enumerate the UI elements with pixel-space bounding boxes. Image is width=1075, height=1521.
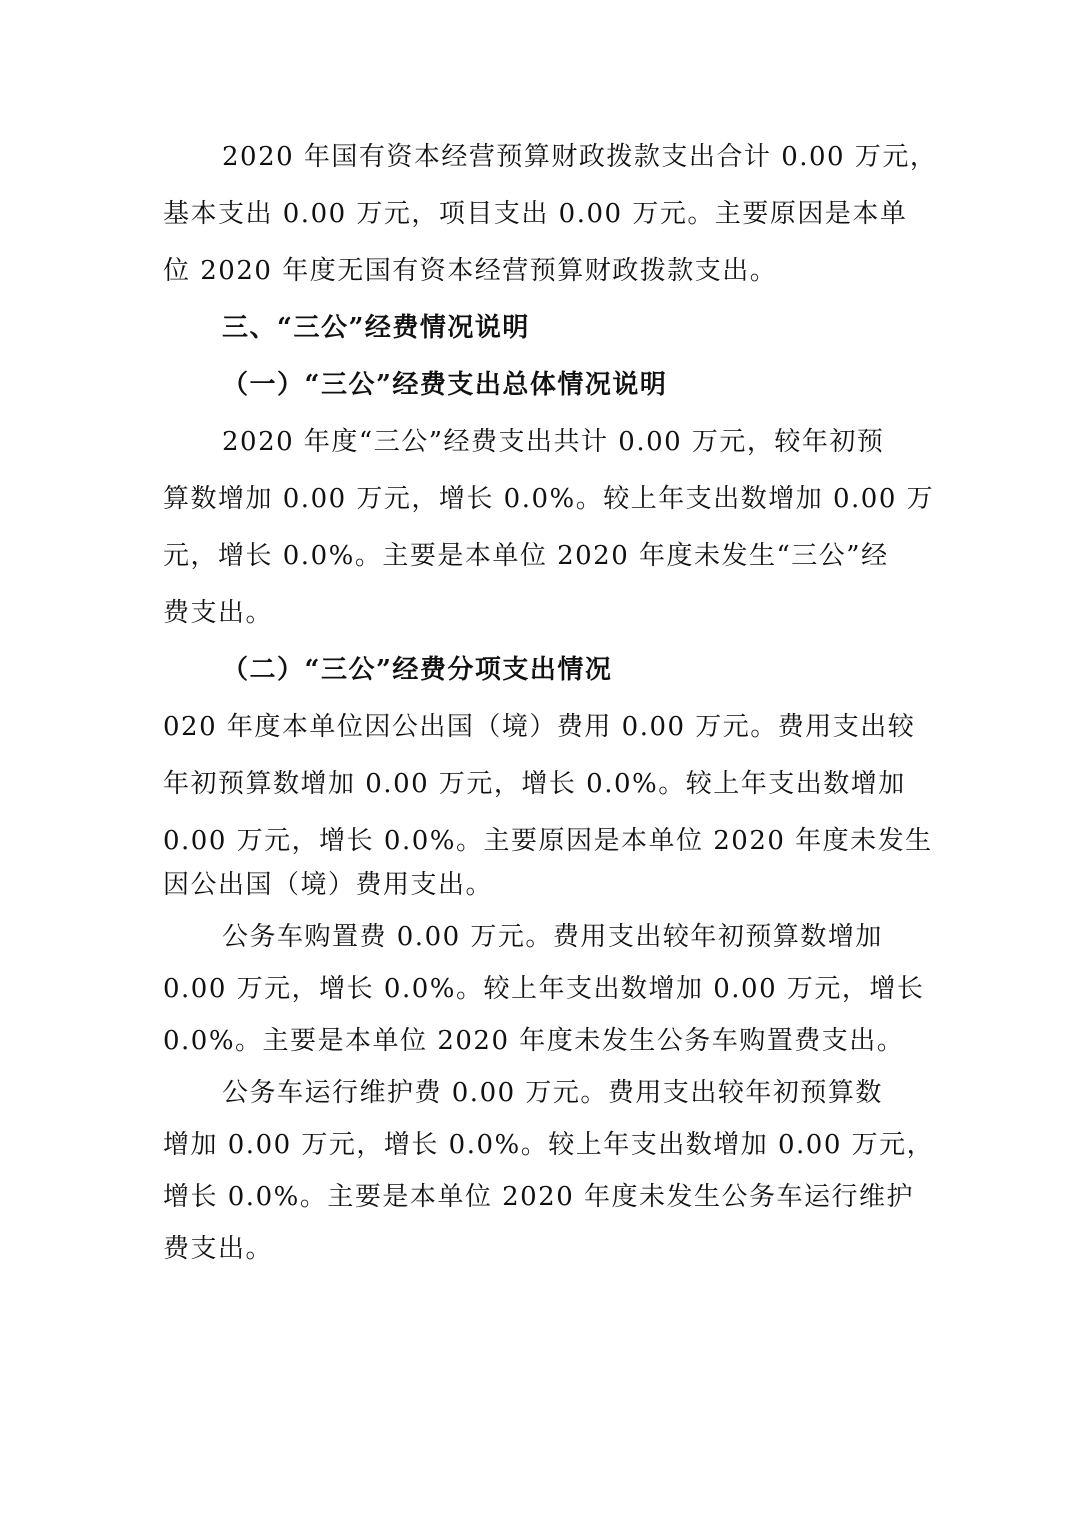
paragraph-vehicle-maintenance-line-3: 增长 0.0%。主要是本单位 2020 年度未发生公务车运行维护: [163, 1182, 915, 1212]
paragraph-state-capital-line-1: 2020 年国有资本经营预算财政拨款支出合计 0.00 万元，: [222, 142, 938, 172]
paragraph-overseas-line-1: 020 年度本单位因公出国（境）费用 0.00 万元。费用支出较: [163, 712, 916, 742]
paragraph-overall-line-1: 2020 年度“三公”经费支出共计 0.00 万元，较年初预: [222, 427, 885, 457]
paragraph-overall-line-3: 元，增长 0.0%。主要是本单位 2020 年度未发生“三公”经: [163, 541, 889, 571]
paragraph-vehicle-purchase-line-1: 公务车购置费 0.00 万元。费用支出较年初预算数增加: [222, 922, 883, 952]
paragraph-overseas-line-3: 0.00 万元，增长 0.0%。主要原因是本单位 2020 年度未发生: [163, 826, 933, 856]
paragraph-overall-line-2: 算数增加 0.00 万元，增长 0.0%。较上年支出数增加 0.00 万: [163, 484, 935, 514]
paragraph-state-capital-line-3: 位 2020 年度无国有资本经营预算财政拨款支出。: [163, 256, 778, 286]
paragraph-state-capital-line-2: 基本支出 0.00 万元，项目支出 0.00 万元。主要原因是本单: [163, 199, 908, 229]
subsection-heading-overall: （一）“三公”经费支出总体情况说明: [222, 370, 668, 400]
paragraph-vehicle-purchase-line-3: 0.0%。主要是本单位 2020 年度未发生公务车购置费支出。: [163, 1026, 905, 1056]
section-heading-three-public-funds: 三、“三公”经费情况说明: [222, 313, 530, 343]
paragraph-overseas-line-4: 因公出国（境）费用支出。: [163, 870, 494, 900]
paragraph-vehicle-maintenance-line-1: 公务车运行维护费 0.00 万元。费用支出较年初预算数: [222, 1078, 883, 1108]
paragraph-vehicle-purchase-line-2: 0.00 万元，增长 0.0%。较上年支出数增加 0.00 万元，增长: [163, 974, 925, 1004]
paragraph-overall-line-4: 费支出。: [163, 598, 274, 628]
paragraph-vehicle-maintenance-line-2: 增加 0.00 万元，增长 0.0%。较上年支出数增加 0.00 万元，: [163, 1130, 935, 1160]
paragraph-overseas-line-2: 年初预算数增加 0.00 万元，增长 0.0%。较上年支出数增加: [163, 769, 906, 799]
subsection-heading-itemized: （二）“三公”经费分项支出情况: [222, 655, 613, 685]
paragraph-vehicle-maintenance-line-4: 费支出。: [163, 1234, 274, 1264]
